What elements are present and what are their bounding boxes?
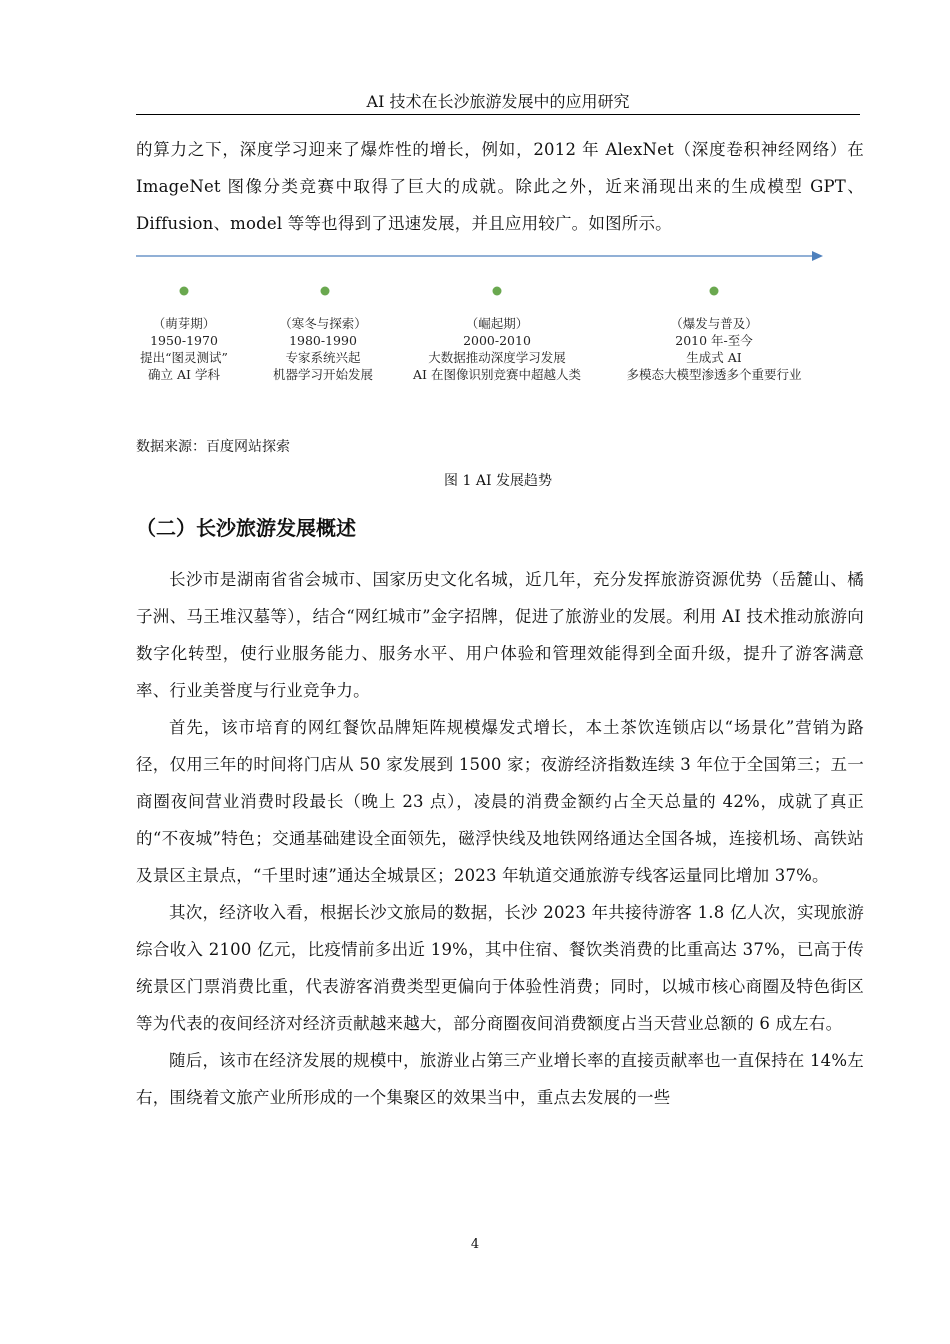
figure-source-note: 数据来源：百度网站探索 — [136, 439, 290, 455]
stage-marker-dot — [493, 287, 502, 296]
timeline-stage-3 — [413, 315, 581, 383]
stage-marker-dot — [180, 287, 189, 296]
stage-detail: 生成式 AI — [686, 350, 742, 365]
section-heading: （二）长沙旅游发展概述 — [136, 516, 356, 540]
stage-marker-dot — [710, 287, 719, 296]
stage-name: （萌芽期） — [152, 316, 216, 331]
body-paragraph: 其次，经济收入看，根据长沙文旅局的数据，长沙 2023 年共接待游客 1.8 亿人次，实现旅游综合收入 2100 亿元，比疫情前多出近 19%，其中住宿、餐饮类消费的比重高达 37%，已高于传统景区门票消费比重，代表游客消费类型更偏向于体验性消费；同时，以城市核心商圈及特色街区等为代表的夜间经济对经济贡献越来越大，部分商圈夜间消费额度占当天营业总额的 6 成左右。 — [136, 903, 864, 1033]
timeline-stage-4 — [626, 315, 801, 383]
figure-caption: 图 1 AI 发展趋势 — [444, 473, 552, 489]
stage-marker-dot — [321, 287, 330, 296]
stage-name: （寒冬与探索） — [279, 316, 367, 331]
stage-detail: AI 在图像识别竞赛中超越人类 — [413, 367, 581, 382]
page-number: 4 — [470, 1237, 480, 1252]
stage-detail: 专家系统兴起 — [285, 350, 361, 365]
header-rule — [136, 114, 860, 115]
stage-detail: 确立 AI 学科 — [148, 367, 220, 382]
stage-period: 2000-2010 — [463, 333, 531, 348]
body-paragraph: 随后，该市在经济发展的规模中，旅游业占第三产业增长率的直接贡献率也一直保持在 14%左右，围绕着文旅产业所形成的一个集聚区的效果当中，重点去发展的一些 — [136, 1051, 864, 1107]
timeline-stage-1 — [140, 315, 228, 383]
section-body — [136, 561, 864, 1116]
stage-name: （爆发与普及） — [670, 316, 758, 331]
stage-period: 1980-1990 — [289, 333, 357, 348]
intro-paragraph: 的算力之下，深度学习迎来了爆炸性的增长，例如，2012 年 AlexNet（深度卷积神经网络）在 ImageNet 图像分类竞赛中取得了巨大的成就。除此之外，近来涌现出来的生成模型 GPT、Diffusion、model 等等也得到了迅速发展，并且应用较广。如图所示。 — [136, 140, 864, 233]
ai-timeline-figure — [0, 240, 950, 400]
stage-detail: 大数据推动深度学习发展 — [428, 350, 566, 365]
running-header: AI 技术在长沙旅游发展中的应用研究 — [366, 92, 630, 111]
stage-detail: 机器学习开始发展 — [272, 367, 374, 382]
stage-detail: 多模态大模型渗透多个重要行业 — [626, 367, 802, 382]
timeline-stage-2 — [273, 315, 373, 383]
stage-period: 1950-1970 — [150, 333, 218, 348]
stage-name: （崛起期） — [465, 316, 529, 331]
body-paragraph: 首先，该市培育的网红餐饮品牌矩阵规模爆发式增长，本土茶饮连锁店以“场景化”营销为路径，仅用三年的时间将门店从 50 家发展到 1500 家；夜游经济指数连续 3 年位于全国第三；五一商圈夜间营业消费时段最长（晚上 23 点），凌晨的消费金额约占全天总量的 42%，成就了真正的“不夜城”特色；交通基础建设全面领先，磁浮快线及地铁网络通达全国各城，连接机场、高铁站及景区主景点，“千里时速”通达全城景区；2023 年轨道交通旅游专线客运量同比增加 37%。 — [136, 718, 864, 885]
body-paragraph: 长沙市是湖南省省会城市、国家历史文化名城，近几年，充分发挥旅游资源优势（岳麓山、橘子洲、马王堆汉墓等），结合“网红城市”金字招牌，促进了旅游业的发展。利用 AI 技术推动旅游向数字化转型，使行业服务能力、服务水平、用户体验和管理效能得到全面升级，提升了游客满意率、行业美誉度与行业竞争力。 — [136, 570, 864, 700]
stage-period: 2010 年-至今 — [675, 333, 753, 348]
stage-detail: 提出“图灵测试” — [140, 350, 228, 365]
